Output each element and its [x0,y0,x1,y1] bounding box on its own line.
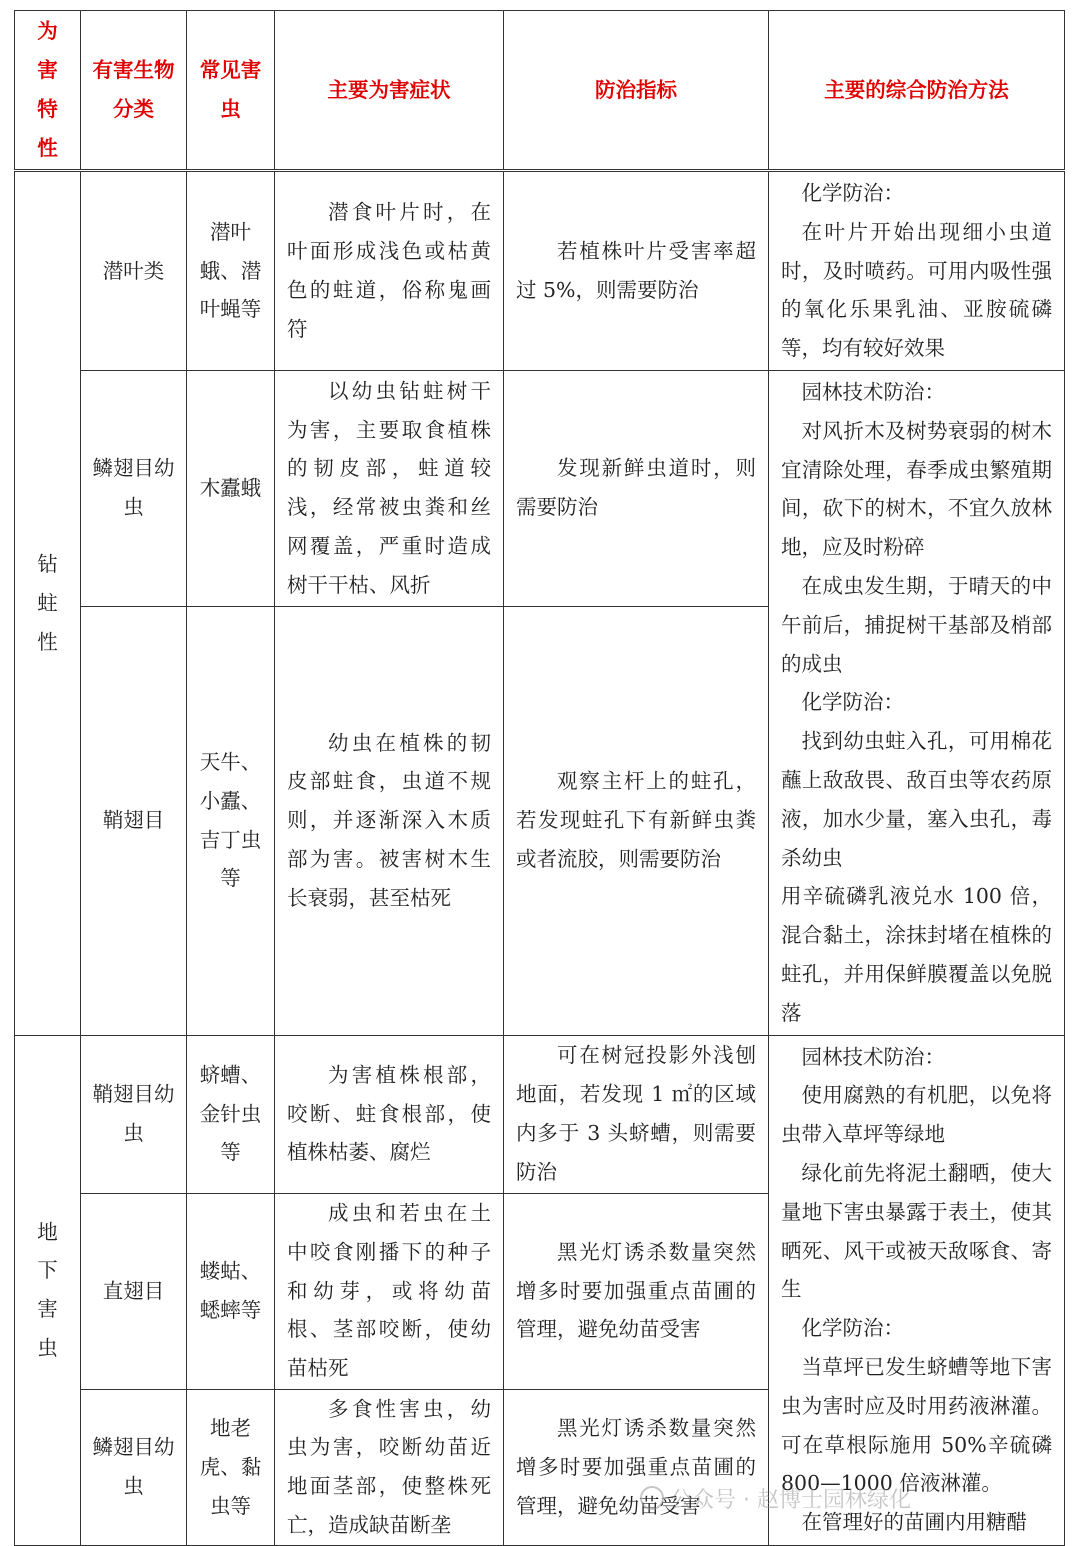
control-index-cell: 黑光灯诱杀数量突然增多时要加强重点苗圃的管理，避免幼苗受害 [504,1389,769,1545]
header-harm-type: 为害特性 [15,11,81,171]
pest-class-cell: 鞘翅目幼虫 [81,1035,187,1193]
header-control-index: 防治指标 [504,11,769,171]
symptom-cell: 成虫和若虫在土中咬食刚播下的种子和幼芽，或将幼苗根、茎部咬断，使幼苗枯死 [275,1193,504,1389]
control-index-cell: 发现新鲜虫道时，则需要防治 [504,370,769,606]
symptom-cell: 为害植株根部，咬断、蛀食根部，使植株枯萎、腐烂 [275,1035,504,1193]
method-para: 在成虫发生期，于晴天的中午前后，捕捉树干基部及梢部的成虫 [781,573,1052,676]
method-para: 在叶片开始出现细小虫道时，及时喷药。可用内吸性强的氧化乐果乳油、亚胺硫磷等，均有较好效果 [781,219,1052,361]
method-para: 用辛硫磷乳液兑水 100 倍，混合黏土，涂抹封堵在植株的蛀孔，并用保鲜膜覆盖以免脱落 [781,884,1052,1025]
method-para: 化学防治： [801,690,904,715]
header-row [15,11,1065,171]
header-common-pest: 常见害虫 [187,11,275,171]
method-para: 当草坪已发生蛴螬等地下害虫为害时应及时用药液淋灌。可在草根际施用 50%辛硫磷 800—1000 倍液淋灌。 [781,1354,1052,1496]
header-methods: 主要的综合防治方法 [769,11,1065,171]
pest-class-cell: 潜叶类 [81,171,187,371]
method-cell-borers [769,370,1065,1035]
method-para: 化学防治： [801,1316,904,1341]
group-boring: 钻蛀性 [15,171,81,1036]
method-para: 使用腐熟的有机肥，以免将虫带入草坪等绿地 [781,1083,1052,1147]
method-para: 绿化前先将泥土翻晒，使大量地下害虫暴露于表土，使其晒死、风干或被天敌啄食、寄生 [781,1160,1052,1302]
common-pest-cell: 地老虎、黏虫等 [187,1389,275,1545]
control-index-cell: 若植株叶片受害率超过 5%，则需要防治 [504,171,769,371]
common-pest-cell: 潜叶蛾、潜叶蝇等 [187,171,275,371]
common-pest-cell: 木蠹蛾 [187,370,275,606]
method-cell-leafminer [769,171,1065,371]
table-row [15,171,1065,371]
symptom-cell: 幼虫在植株的韧皮部蛀食，虫道不规则，并逐渐深入木质部为害。被害树木生长衰弱，甚至枯死 [275,606,504,1035]
method-cell-underground [769,1035,1065,1545]
table-row [15,370,1065,606]
method-para: 对风折木及树势衰弱的树木宜清除处理，春季成虫繁殖期间，砍下的树木，不宜久放林地，应及时粉碎 [781,418,1052,560]
header-pest-class: 有害生物分类 [81,11,187,171]
pest-class-cell: 鳞翅目幼虫 [81,1389,187,1545]
pest-class-cell: 直翅目 [81,1193,187,1389]
control-index-cell: 可在树冠投影外浅刨地面，若发现 1 ㎡的区域内多于 3 头蛴螬，则需要防治 [504,1035,769,1193]
pest-class-cell: 鳞翅目幼虫 [81,370,187,606]
control-index-cell: 黑光灯诱杀数量突然增多时要加强重点苗圃的管理，避免幼苗受害 [504,1193,769,1389]
method-para: 化学防治： [801,181,904,205]
common-pest-cell: 天牛、小蠹、吉丁虫等 [187,606,275,1035]
symptom-cell: 多食性害虫，幼虫为害，咬断幼苗近地面茎部，使整株死亡，造成缺苗断垄 [275,1389,504,1545]
pest-class-cell: 鞘翅目 [81,606,187,1035]
symptom-cell: 潜食叶片时，在叶面形成浅色或枯黄色的蛀道，俗称鬼画符 [275,171,504,371]
control-index-cell: 观察主杆上的蛀孔，若发现蛀孔下有新鲜虫粪或者流胶，则需要防治 [504,606,769,1035]
method-para: 找到幼虫蛀入孔，可用棉花蘸上敌敌畏、敌百虫等农药原液，加水少量，塞入虫孔，毒杀幼虫 [781,729,1052,870]
method-para: 在管理好的苗圃内用糖醋 [801,1510,1027,1535]
group-underground: 地下害虫 [15,1035,81,1545]
common-pest-cell: 蛴螬、金针虫等 [187,1035,275,1193]
watermark-text: 公众号 · 赵博士园林绿化 [670,1488,911,1513]
symptom-cell: 以幼虫钻蛀树干为害，主要取食植株的韧皮部，蛀道较浅，经常被虫粪和丝网覆盖，严重时造成树干干枯、风折 [275,370,504,606]
pest-control-table [14,10,1065,1546]
method-para: 园林技术防治： [801,1044,945,1069]
method-para: 园林技术防治： [801,379,945,404]
table-row [15,1035,1065,1193]
common-pest-cell: 蝼蛄、蟋蟀等 [187,1193,275,1389]
header-symptoms: 主要为害症状 [275,11,504,171]
